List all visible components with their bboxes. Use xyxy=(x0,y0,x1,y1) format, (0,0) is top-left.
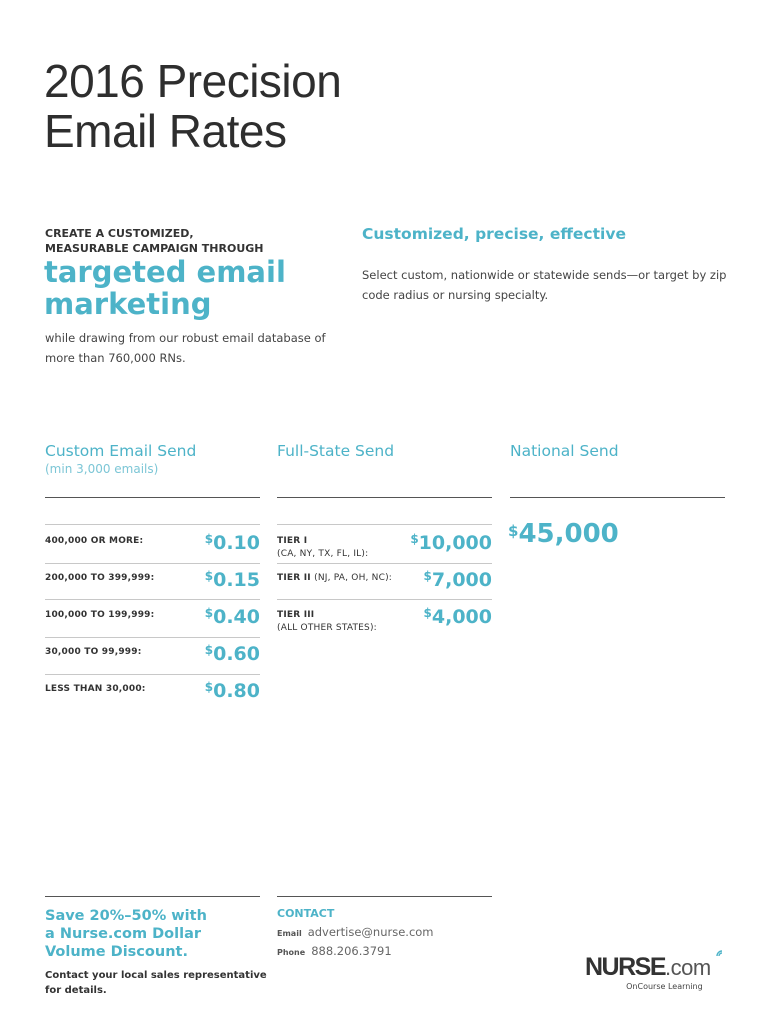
feature-body: Select custom, nationwide or statewide sends—or target by zip code radius or nursing specialty. xyxy=(362,268,727,302)
intro-headline-line2: marketing xyxy=(44,287,212,321)
custom-rate-amount: 0.10 xyxy=(213,532,260,554)
state-tier-label xyxy=(277,604,377,633)
dollar-sign: $ xyxy=(204,569,214,583)
custom-rate-amount: 0.40 xyxy=(213,606,260,628)
custom-rate-label: 400,000 OR MORE: xyxy=(45,536,144,546)
divider xyxy=(277,563,492,564)
custom-rate-label: LESS THAN 30,000: xyxy=(45,684,146,694)
dollar-sign: $ xyxy=(204,680,214,694)
logo-brand: NURSE xyxy=(585,953,666,981)
national-send-heading: National Send xyxy=(510,442,619,460)
nurse-com-logo xyxy=(585,954,711,991)
custom-rate-price xyxy=(205,678,260,704)
state-rate-row xyxy=(277,530,492,559)
custom-send-subheading: (min 3,000 emails) xyxy=(45,462,159,476)
discount-heading-line2: a Nurse.com Dollar xyxy=(45,926,202,942)
divider xyxy=(45,524,260,525)
dollar-sign: $ xyxy=(204,606,214,620)
divider xyxy=(45,674,260,675)
custom-rate-label: 100,000 TO 199,999: xyxy=(45,610,155,620)
logo-domain: .com xyxy=(665,955,711,980)
state-rate-price xyxy=(424,567,492,593)
dollar-sign: $ xyxy=(204,643,214,657)
state-rate-price xyxy=(410,530,492,556)
divider xyxy=(45,599,260,600)
state-rate-price xyxy=(424,604,492,630)
dollar-sign: $ xyxy=(508,522,519,540)
discount-body-line2: for details. xyxy=(45,985,107,996)
custom-rate-amount: 0.60 xyxy=(213,643,260,665)
divider xyxy=(45,637,260,638)
divider xyxy=(277,497,492,498)
page-title-line1: 2016 Precision xyxy=(44,55,342,107)
divider xyxy=(277,599,492,600)
custom-rate-price xyxy=(205,641,260,667)
discount-body-line1: Contact your local sales representative xyxy=(45,970,267,981)
logo-wordmark xyxy=(585,954,711,981)
divider xyxy=(45,497,260,498)
state-rate-row xyxy=(277,567,492,593)
discount-heading-line1: Save 20%–50% with xyxy=(45,908,207,924)
divider xyxy=(510,497,725,498)
intro-headline-line1: targeted email xyxy=(44,255,286,289)
intro-caps-line2: MEASURABLE CAMPAIGN THROUGH xyxy=(45,242,264,255)
email-link[interactable]: advertise@nurse.com xyxy=(307,925,434,939)
custom-rate-label: 30,000 TO 99,999: xyxy=(45,647,142,657)
contact-phone-row xyxy=(277,944,392,958)
signal-icon xyxy=(715,950,727,962)
custom-rate-price xyxy=(205,530,260,556)
logo-tagline: OnCourse Learning xyxy=(626,982,703,991)
intro-body: while drawing from our robust email database of more than 760,000 RNs. xyxy=(45,331,326,365)
custom-rate-price xyxy=(205,604,260,630)
state-tier-label xyxy=(277,530,368,559)
custom-rate-amount: 0.15 xyxy=(213,569,260,591)
discount-heading xyxy=(45,907,207,961)
state-tier-label xyxy=(277,567,392,583)
state-rate-row xyxy=(277,604,492,633)
page-title-line2: Email Rates xyxy=(44,105,287,157)
national-price xyxy=(508,519,619,549)
state-rate-amount: 10,000 xyxy=(418,532,492,554)
intro-caps xyxy=(45,226,264,256)
discount-body xyxy=(45,968,267,998)
custom-rate-amount: 0.80 xyxy=(213,680,260,702)
custom-rate-label: 200,000 TO 399,999: xyxy=(45,573,155,583)
state-rate-amount: 7,000 xyxy=(431,569,492,591)
divider xyxy=(45,563,260,564)
state-tier-states: (CA, NY, TX, FL, IL): xyxy=(277,549,369,559)
state-tier-states: (NJ, PA, OH, NC): xyxy=(314,573,393,583)
feature-heading: Customized, precise, effective xyxy=(362,225,626,243)
state-tier-states: (ALL OTHER STATES): xyxy=(277,623,377,633)
custom-rate-row xyxy=(45,641,260,667)
custom-rate-price xyxy=(205,567,260,593)
dollar-sign: $ xyxy=(423,569,432,583)
state-send-heading: Full-State Send xyxy=(277,442,395,460)
contact-email-row xyxy=(277,925,434,939)
divider xyxy=(45,896,260,897)
intro-caps-line1: CREATE A CUSTOMIZED, xyxy=(45,227,194,240)
intro-headline xyxy=(44,256,286,320)
state-tier-name: TIER II xyxy=(277,573,311,583)
national-amount: 45,000 xyxy=(518,519,619,549)
dollar-sign: $ xyxy=(423,606,432,620)
page-title xyxy=(44,56,341,156)
email-label: Email xyxy=(277,929,302,938)
divider xyxy=(277,896,492,897)
state-tier-name: TIER III xyxy=(277,610,315,620)
state-rate-amount: 4,000 xyxy=(431,606,492,628)
dollar-sign: $ xyxy=(204,532,214,546)
custom-rate-row xyxy=(45,567,260,593)
state-tier-name: TIER I xyxy=(277,536,308,546)
dollar-sign: $ xyxy=(410,532,419,546)
phone-label: Phone xyxy=(277,948,306,957)
discount-heading-line3: Volume Discount. xyxy=(45,944,188,960)
custom-send-heading: Custom Email Send xyxy=(45,442,197,460)
custom-rate-row xyxy=(45,530,260,556)
custom-rate-row xyxy=(45,604,260,630)
phone-link[interactable]: 888.206.3791 xyxy=(311,944,392,958)
divider xyxy=(277,524,492,525)
custom-rate-row xyxy=(45,678,260,704)
contact-heading: CONTACT xyxy=(277,907,335,920)
